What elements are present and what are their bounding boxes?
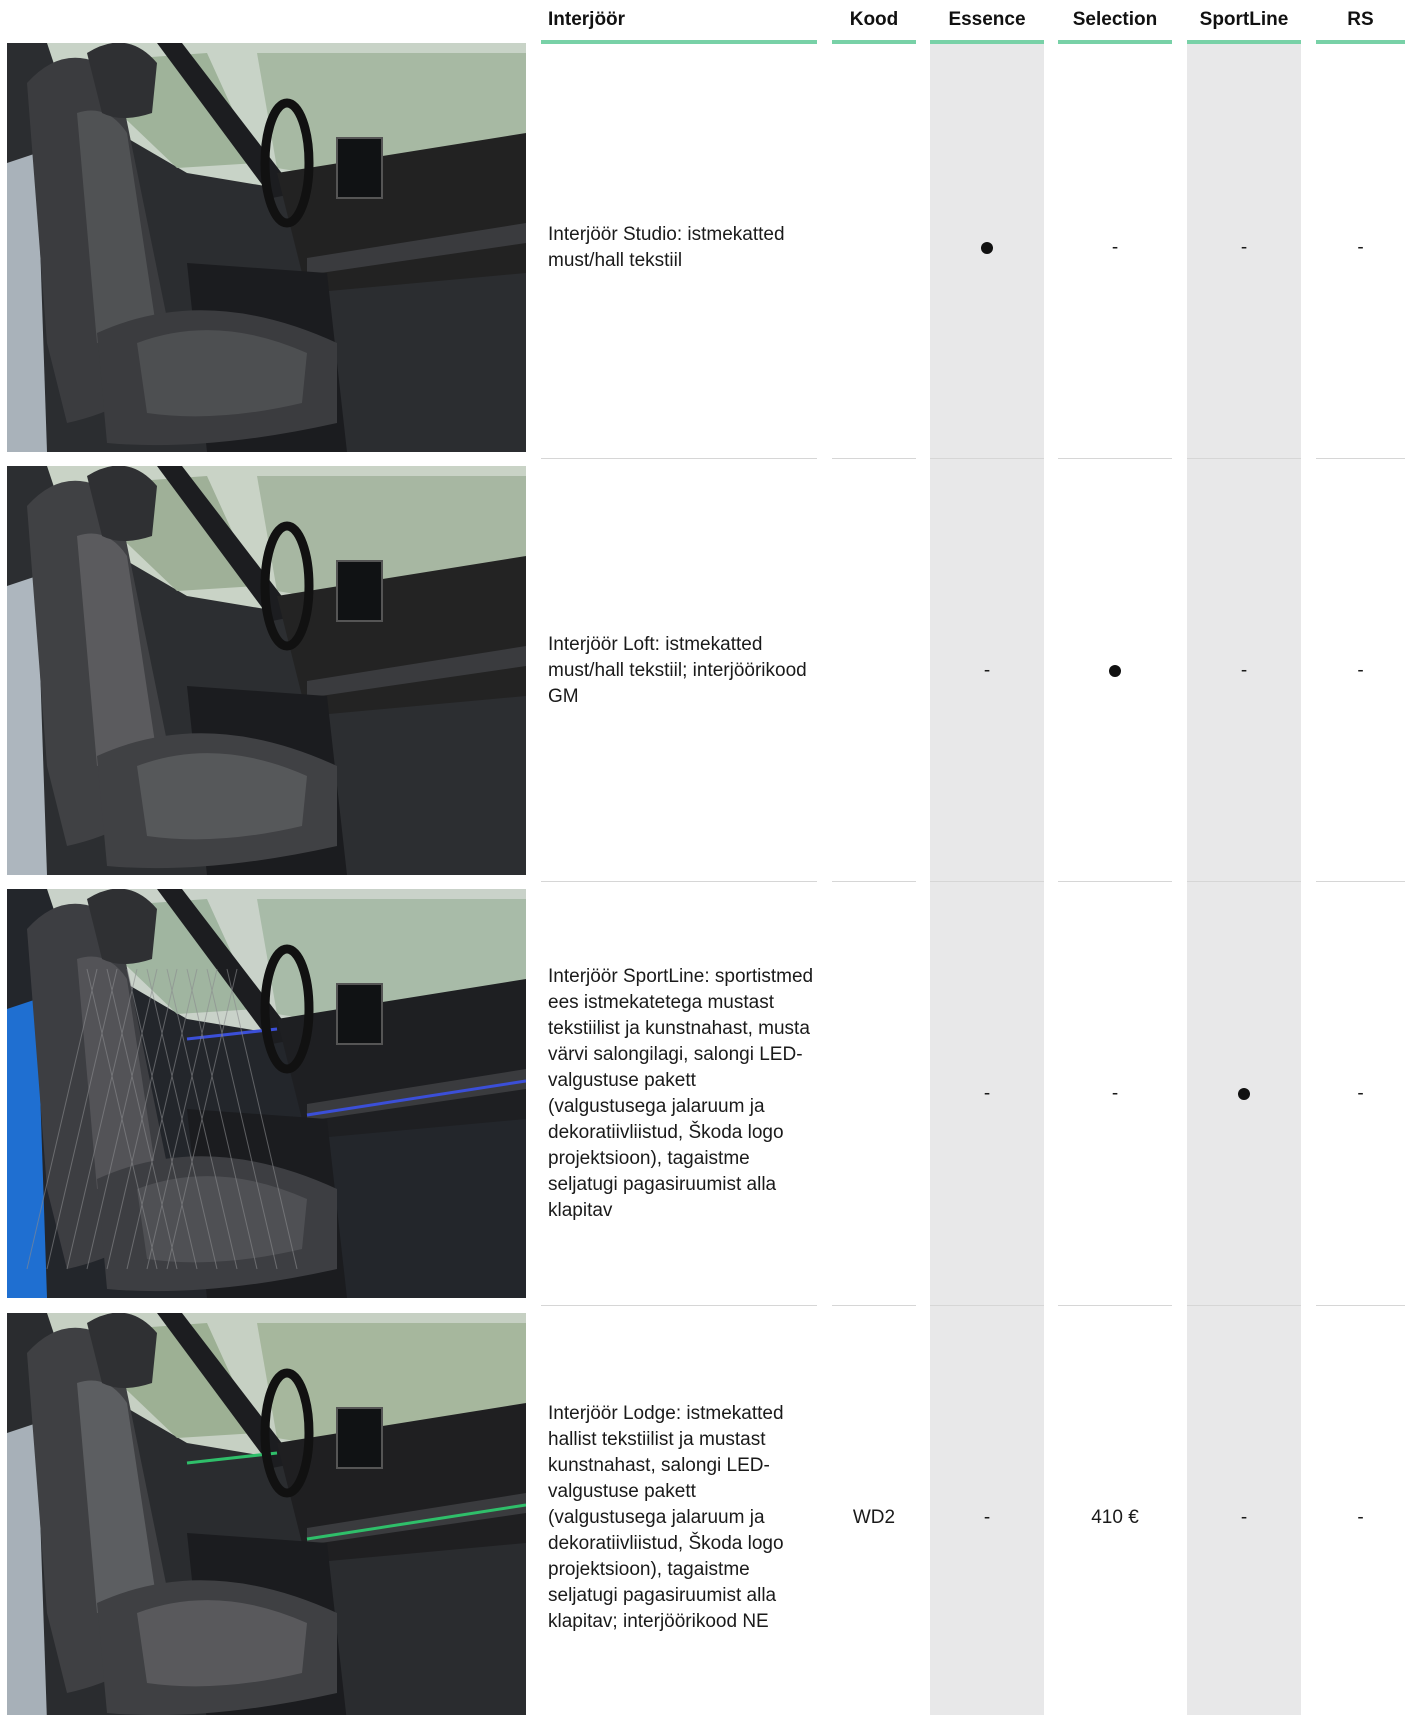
cell-rs: [1316, 466, 1405, 875]
cell-code: [832, 466, 916, 875]
cell-rs: [1316, 1313, 1405, 1715]
row-divider: [541, 458, 817, 459]
row-divider: [1316, 1305, 1405, 1306]
cell-value: -: [1240, 1506, 1248, 1528]
cell-selection: [1058, 889, 1172, 1298]
cell-value: -: [1357, 1506, 1364, 1528]
header-selection: Selection: [1058, 0, 1172, 44]
cell-description: [541, 889, 817, 1298]
cell-sportline: [1187, 889, 1301, 1298]
header-code: Kood: [832, 0, 916, 44]
row-divider: [1187, 1305, 1301, 1306]
availability-dot-icon: [1238, 1088, 1250, 1100]
cell-sportline: [1187, 43, 1301, 452]
row-divider: [1187, 881, 1301, 882]
cell-value: -: [1111, 236, 1119, 258]
cell-code: [832, 889, 916, 1298]
header-rs: RS: [1316, 0, 1405, 44]
cell-value: -: [983, 659, 991, 681]
cell-rs: [1316, 43, 1405, 452]
row-divider: [832, 1305, 916, 1306]
car-interior-photo-lodge: [7, 1313, 526, 1715]
cell-value: -: [1357, 659, 1364, 681]
row-divider: [1316, 881, 1405, 882]
interior-description: Interjöör SportLine: sportistmed ees istmekatetega mustast tekstiilist ja kunstnahast, musta värvi salongilagi, salongi LED-valgustuse pakett (valgustusega jalaruum ja dekoratiivliistud, Škoda logo projektsioon), tagaistme seljatugi pagasiruumist alla klapitav: [548, 965, 814, 1221]
cell-essence: [930, 466, 1044, 875]
interior-description: Interjöör Lodge: istmekatted hallist tekstiilist ja mustast kunstnahast, salongi LED-valgustuse pakett (valgustusega jalaruum ja dekoratiivliistud, Škoda logo projektsioon), tagaistme seljatugi pagasiruumist alla klapitav; interjöörikood NE: [548, 1402, 784, 1632]
header-sportline: SportLine: [1187, 0, 1301, 44]
row-divider: [1058, 1305, 1172, 1306]
row-divider: [930, 1305, 1044, 1306]
row-divider: [930, 458, 1044, 459]
header-interior: Interjöör: [541, 0, 817, 44]
cell-code: [832, 43, 916, 452]
cell-value: -: [1357, 236, 1364, 258]
cell-selection: [1058, 43, 1172, 452]
cell-value: -: [1111, 1082, 1119, 1104]
cell-value: WD2: [852, 1506, 896, 1528]
row-divider: [1058, 458, 1172, 459]
row-divider: [832, 881, 916, 882]
row-divider: [1058, 881, 1172, 882]
car-interior-photo-sportline: [7, 889, 526, 1298]
row-divider: [930, 881, 1044, 882]
cell-value: -: [1240, 659, 1248, 681]
interior-description: Interjöör Loft: istmekatted must/hall tekstiil; interjöörikood GM: [548, 633, 807, 707]
cell-value: -: [1357, 1082, 1364, 1104]
cell-value: -: [983, 1506, 991, 1528]
interior-description: Interjöör Studio: istmekatted must/hall tekstiil: [548, 223, 785, 271]
cell-value: 410 €: [1091, 1506, 1139, 1528]
cell-value: -: [1240, 236, 1248, 258]
cell-description: [541, 1313, 817, 1715]
cell-description: [541, 43, 817, 452]
cell-description: [541, 466, 817, 875]
cell-essence: [930, 889, 1044, 1298]
cell-essence: [930, 1313, 1044, 1715]
cell-essence: [930, 43, 1044, 452]
availability-dot-icon: [1109, 665, 1121, 677]
cell-code: [832, 1313, 916, 1715]
cell-sportline: [1187, 1313, 1301, 1715]
car-interior-photo-studio: [7, 43, 526, 452]
cell-value: -: [983, 1082, 991, 1104]
cell-selection: [1058, 466, 1172, 875]
cell-sportline: [1187, 466, 1301, 875]
row-divider: [541, 1305, 817, 1306]
cell-selection: [1058, 1313, 1172, 1715]
row-divider: [541, 881, 817, 882]
header-essence: Essence: [930, 0, 1044, 44]
availability-dot-icon: [981, 242, 993, 254]
row-divider: [1187, 458, 1301, 459]
car-interior-photo-loft: [7, 466, 526, 875]
cell-rs: [1316, 889, 1405, 1298]
row-divider: [832, 458, 916, 459]
row-divider: [1316, 458, 1405, 459]
